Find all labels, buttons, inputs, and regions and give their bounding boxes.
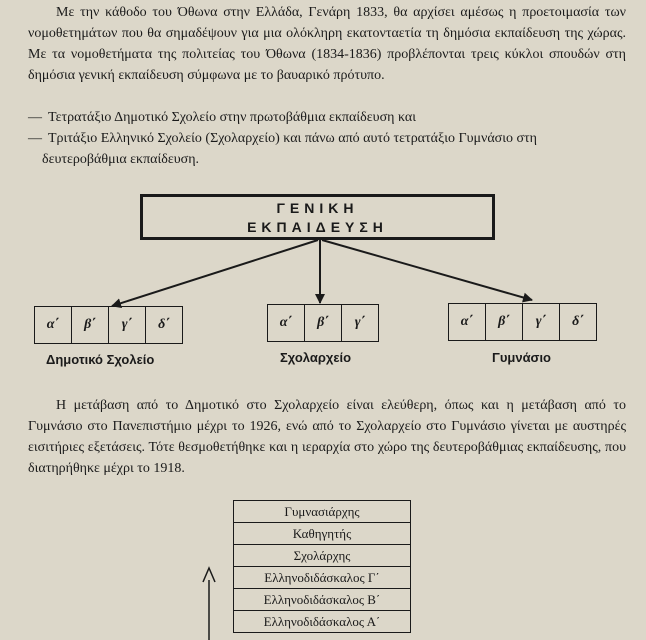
grade-cell: α΄ (267, 304, 305, 342)
grade-cell: α΄ (448, 303, 486, 341)
hierarchy-row: Ελληνοδιδάσκαλος Β΄ (234, 589, 410, 611)
grade-cell: β΄ (485, 303, 523, 341)
diagram-title-line2: ΕΚΠΑΙΔΕΥΣΗ (247, 219, 388, 235)
bullet-dash: — (28, 110, 42, 125)
diagram-title-line1: ΓΕΝΙΚΗ (276, 200, 359, 216)
bullet-text-secondary: Τριτάξιο Ελληνικό Σχολείο (Σχολαρχείο) και πάνω από αυτό τετρατάξιο Γυμνάσιο στη (48, 131, 537, 146)
hierarchy-row: Γυμνασιάρχης (234, 501, 410, 523)
grade-cell: δ΄ (145, 306, 183, 344)
hierarchy-row: Ελληνοδιδάσκαλος Γ΄ (234, 567, 410, 589)
grade-cell: γ΄ (341, 304, 379, 342)
bullet-dash: — (28, 131, 42, 146)
hierarchy-row: Ελληνοδιδάσκαλος Α΄ (234, 611, 410, 633)
hierarchy-row: Σχολάρχης (234, 545, 410, 567)
grade-cell: β΄ (304, 304, 342, 342)
grade-cell: α΄ (34, 306, 72, 344)
dimotiko-label: Δημοτικό Σχολείο (46, 352, 155, 367)
gymnasio-label: Γυμνάσιο (492, 350, 552, 365)
grade-cell: β΄ (71, 306, 109, 344)
scholarcheio-label: Σχολαρχείο (280, 350, 352, 365)
hierarchy-table (233, 500, 411, 633)
grade-cell: γ΄ (108, 306, 146, 344)
grade-cell: γ΄ (522, 303, 560, 341)
bullet-text-primary: Τετρατάξιο Δημοτικό Σχολείο στην πρωτοβάθμια εκπαίδευση και (48, 110, 416, 125)
grade-cell: δ΄ (559, 303, 597, 341)
transition-paragraph: Η μετάβαση από το Δημοτικό στο Σχολαρχείο είναι ελεύθερη, όπως και η μετάβαση από το Γυμνάσιο στο Πανεπιστήμιο μέχρι το 1926, ενώ από το Σχολαρχείο στο Γυμνάσιο γίνεται με αυστηρές εισιτήριες εξετάσεις. Τότε θεσμοθετήθηκε και η ιεραρχία στο χώρο της δευτεροβάθμιας εκπαίδευσης, που διατηρήθηκε μέχρι το 1918. (28, 398, 626, 476)
intro-paragraph: Με την κάθοδο του Όθωνα στην Ελλάδα, Γενάρη 1833, θα αρχίσει αμέσως η προετοιμασία των νομοθετημάτων που θα σημαδέψουν για μια ολόκληρη εκατονταετία τη δημόσια εκπαίδευση της χώρας. Με τα νομοθετήματα της πολιτείας του Όθωνα (1834-1836) προβλέπονται τρεις κύκλοι σπουδών στη δημόσια γενική εκπαίδευση σύμφωνα με το βαυαρικό πρότυπο. (28, 5, 626, 83)
bullet-text-secondary-continued: δευτεροβάθμια εκπαίδευση. (42, 152, 200, 167)
hierarchy-row: Καθηγητής (234, 523, 410, 545)
